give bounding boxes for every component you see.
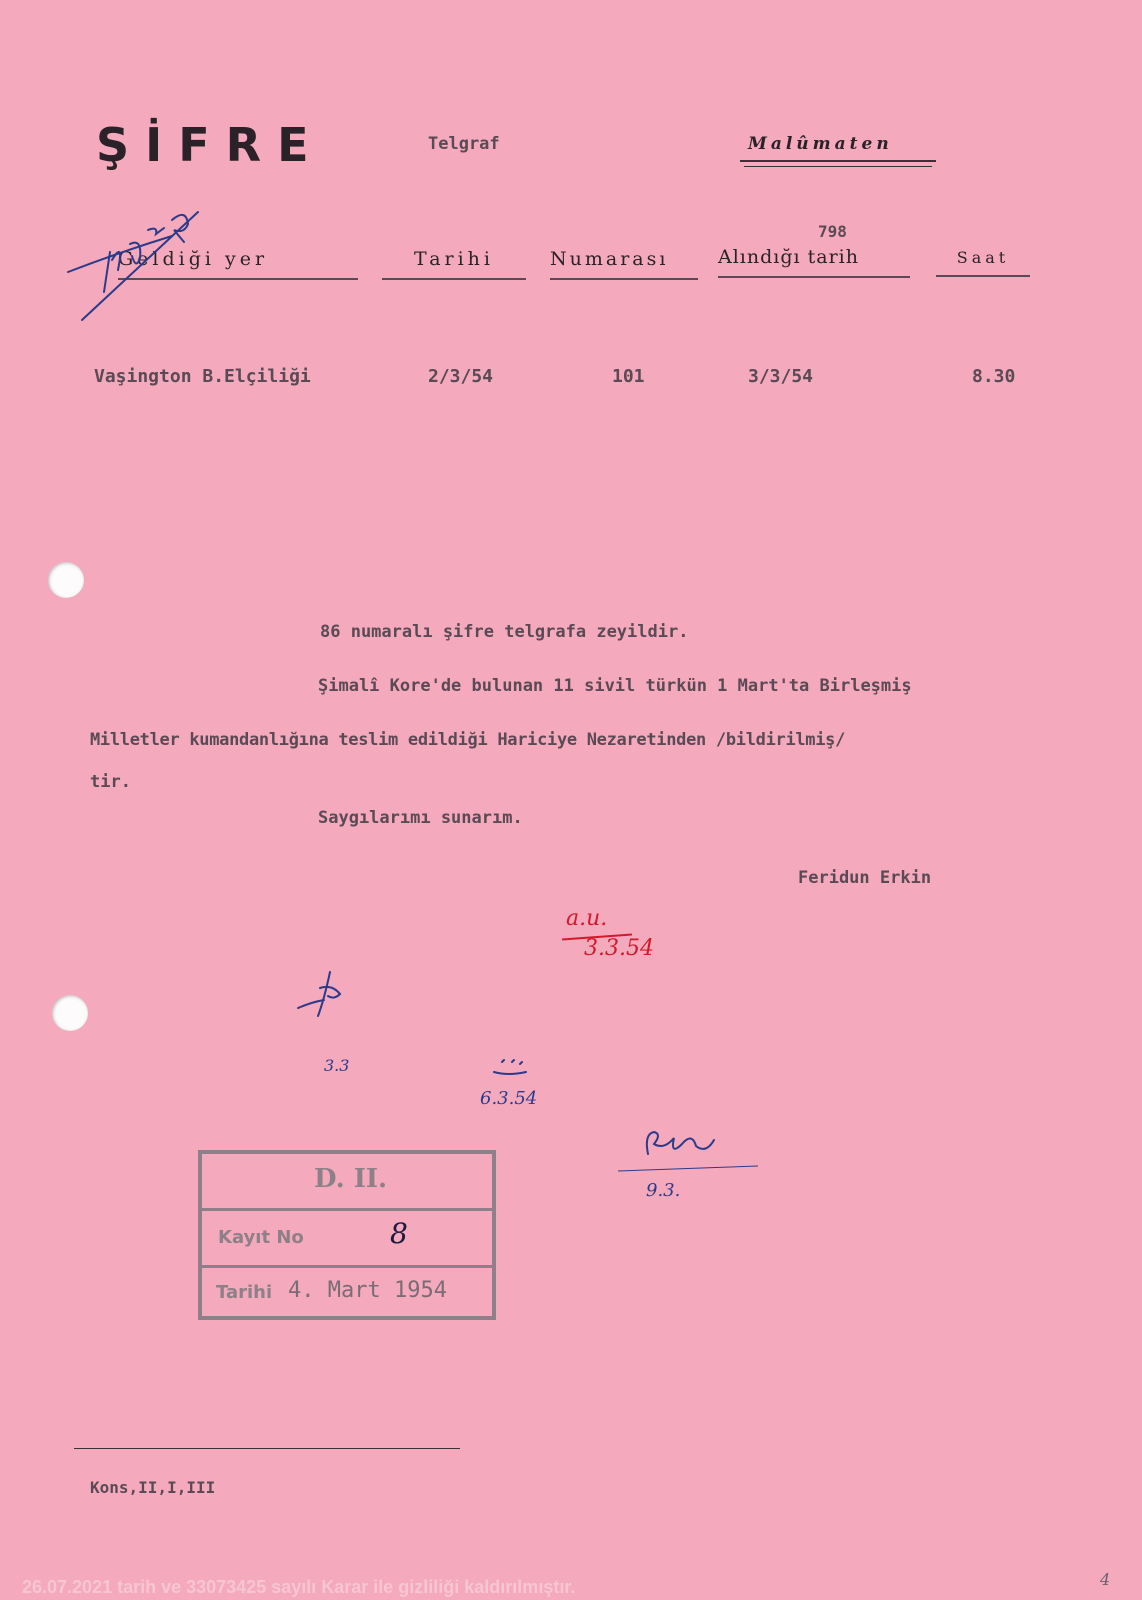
col-date-header: Tarihi [382,248,526,280]
red-initials: a.u. [566,906,608,931]
blue-signature-1 [290,966,360,1046]
page-mark: 4 [1100,1570,1111,1589]
row-received: 3/3/54 [748,366,814,387]
punch-hole-top [48,562,84,598]
body-line-4: tir. [90,772,131,792]
blue-signature-2 [490,1054,540,1084]
col-time-header: Saat [936,248,1030,277]
row-time: 8.30 [972,366,1016,387]
classification-label: Malûmaten [748,134,893,154]
registry-stamp [198,1150,496,1320]
stamp-registration-section [202,1211,492,1268]
punch-hole-bottom [52,995,88,1031]
blue-signature-3-rule [618,1166,758,1172]
classification-underline-2 [744,166,932,167]
row-number: 101 [612,366,645,387]
stamp-office-section [202,1154,492,1211]
stamp-office: D. II. [314,1164,388,1194]
blue-date-3: 9.3. [646,1180,681,1201]
handwritten-kore-annotation [60,200,210,330]
footer-rule [74,1448,460,1449]
row-origin: Vaşington B.Elçiliği [94,366,311,387]
col-origin-header: Geldiği yer [118,248,358,280]
blue-date-1: 3.3 [324,1056,350,1075]
col-received-header: Alındığı tarih [718,246,910,278]
signature-name: Feridun Erkin [798,868,932,888]
blue-date-2: 6.3.54 [480,1088,538,1109]
stamp-date-label: Tarihi [216,1282,273,1303]
body-line-3: Milletler kumandanlığına teslim edildiği Hariciye Nezaretinden /bildirilmiş/ [90,730,846,750]
document-type: Telgraf [428,134,500,154]
blue-signature-3 [640,1124,720,1164]
col-number-header: Numarası [550,248,698,280]
body-line-5: Saygılarımı sunarım. [318,808,523,828]
received-ref-number: 798 [818,222,847,241]
red-date: 3.3.54 [584,936,654,961]
body-line-1: 86 numaralı şifre telgrafa zeyildir. [320,622,689,642]
body-line-2: Şimalî Kore'de bulunan 11 sivil türkün 1 Mart'ta Birleşmiş [318,676,912,696]
distribution-list: Kons,II,I,III [90,1478,216,1497]
declassification-notice: 26.07.2021 tarih ve 33073425 sayılı Karar ile gizliliği kaldırılmıştır. [22,1577,576,1597]
document-title: ŞİFRE [96,118,325,172]
stamp-reg-label: Kayıt No [218,1227,304,1248]
stamp-date: 4. Mart 1954 [288,1278,447,1303]
classification-underline [740,160,936,162]
stamp-reg-number: 8 [390,1217,408,1250]
row-date: 2/3/54 [428,366,494,387]
stamp-date-section [202,1268,492,1322]
